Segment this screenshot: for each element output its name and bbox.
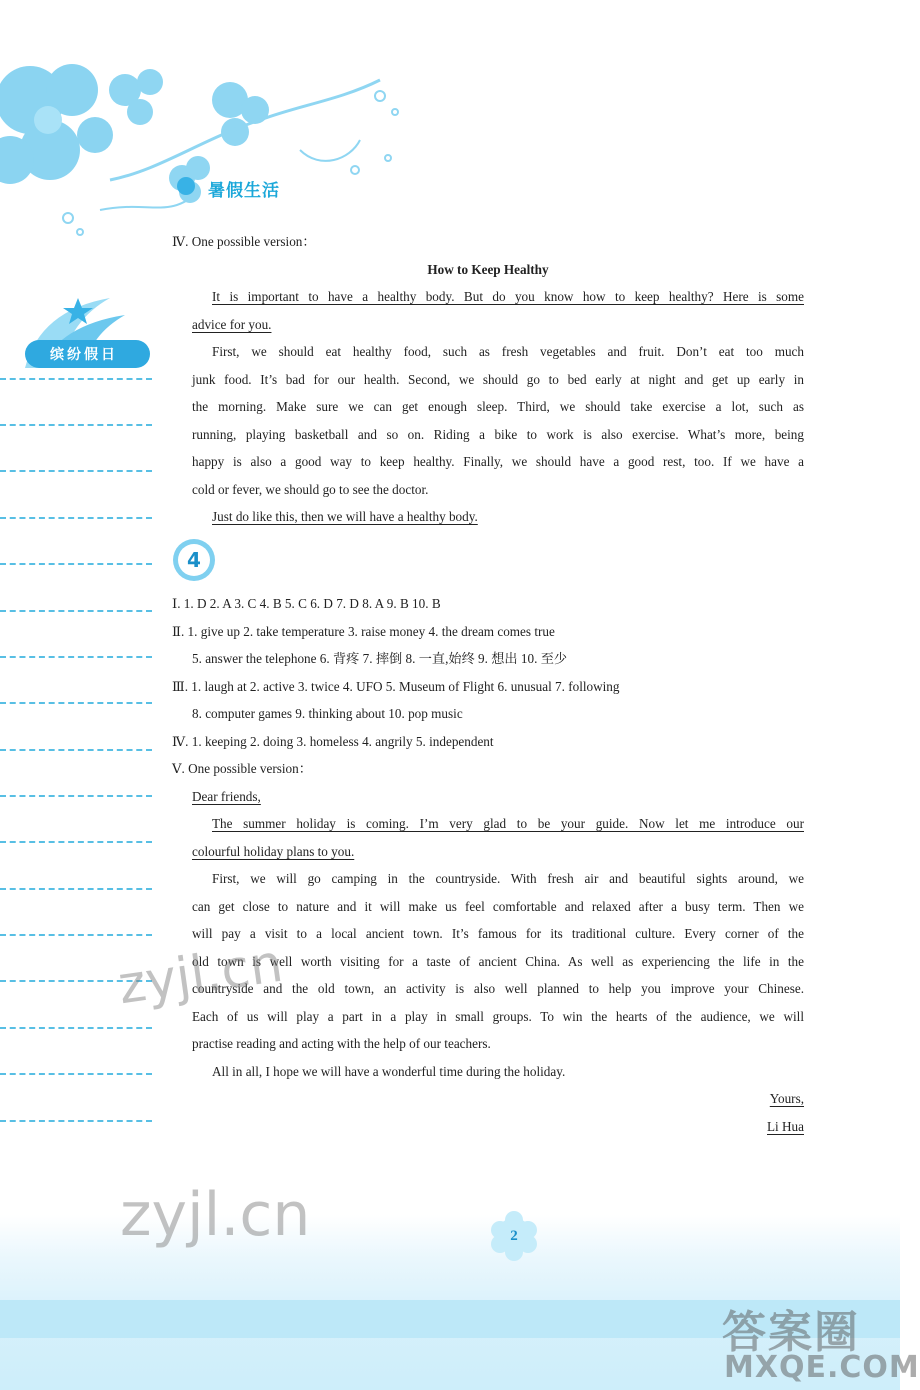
letter-line: practise reading and acting with the help of our teachers. xyxy=(192,1036,491,1051)
letter-line: The summer holiday is coming. I’m very glad to be your guide. Now let me introduce our xyxy=(212,816,804,831)
answer-line: Ⅱ. 1. give up 2. take temperature 3. raise money 4. the dream comes true xyxy=(172,623,555,639)
section-iv xyxy=(172,228,804,531)
section-label: Ⅳ. One possible version： xyxy=(172,234,316,249)
letter-line: First, we will go camping in the countryside. With fresh air and beautiful sights around, we xyxy=(212,871,804,886)
letter-line: All in all, I hope we will have a wonderful time during the holiday. xyxy=(212,1063,566,1079)
watermark-bottom: zyjl.cn xyxy=(120,1180,311,1250)
essay-line: running, playing basketball and so on. Riding a bike to work is also exercise. What’s more, being xyxy=(192,426,804,442)
note-line xyxy=(0,656,152,658)
essay-line: junk food. It’s bad for our health. Second, we should go to bed early at night and get up early in xyxy=(192,371,804,387)
letter-line: colourful holiday plans to you. xyxy=(192,843,355,859)
watermark-mid: zyjl.cn xyxy=(114,933,287,1017)
essay-line: the morning. Make sure we can get enough sleep. Third, we should take exercise a lot, such as xyxy=(192,399,804,414)
note-line xyxy=(0,795,152,797)
corner-logo-text: 答案圈 xyxy=(722,1307,860,1358)
answer-line: Ⅳ. 1. keeping 2. doing 3. homeless 4. angrily 5. independent xyxy=(172,733,494,749)
essay-line: Just do like this, then we will have a healthy body. xyxy=(212,509,478,524)
note-line xyxy=(0,749,152,751)
answer-line: Ⅲ. 1. laugh at 2. active 3. twice 4. UFO 5. Museum of Flight 6. unusual 7. following xyxy=(172,678,620,694)
letter-salutation: Dear friends, xyxy=(192,788,261,804)
note-line xyxy=(0,702,152,704)
letter-closing: Yours, xyxy=(769,1091,804,1106)
letter-line: will pay a visit to a local ancient town. It’s famous for its traditional culture. Every corner of the xyxy=(192,926,804,941)
unit-number: 4 xyxy=(187,548,201,572)
note-line xyxy=(0,1027,152,1029)
note-line xyxy=(0,934,152,936)
letter-line: old town is well worth visiting for a taste of ancient China. As well as experiencing the life in the xyxy=(192,953,804,969)
header-title: 暑假生活 xyxy=(208,181,280,201)
letter-line: countryside and the old town, an activity is also well planned to help you improve your Chinese. xyxy=(192,981,804,996)
essay-title: How to Keep Healthy xyxy=(427,261,549,277)
note-line xyxy=(0,378,152,380)
note-line xyxy=(0,610,152,612)
essay-line: cold or fever, we should go to see the doctor. xyxy=(192,481,429,497)
answer-line: 8. computer games 9. thinking about 10. pop music xyxy=(192,706,463,721)
answer-line: Ⅰ. 1. D 2. A 3. C 4. B 5. C 6. D 7. D 8. A 9. B 10. B xyxy=(172,596,441,611)
essay-line: advice for you. xyxy=(192,316,272,332)
corner-logo-url: MXQE.COM xyxy=(724,1350,920,1385)
note-line xyxy=(0,888,152,890)
note-line xyxy=(0,470,152,472)
note-line xyxy=(0,1073,152,1075)
note-line xyxy=(0,1120,152,1122)
letter-line: can get close to nature and it will make us feel comfortable and relaxed after a busy term. Then we xyxy=(192,898,804,914)
letter-line: Each of us will play a part in a play in small groups. To win the hearts of the audience, we will xyxy=(192,1008,804,1024)
note-line xyxy=(0,841,152,843)
note-line xyxy=(0,424,152,426)
note-line xyxy=(0,517,152,519)
answer-line: 5. answer the telephone 6. 背疼 7. 摔倒 8. 一直,始终 9. 想出 10. 至少 xyxy=(192,651,568,666)
side-badge-label: 缤纷假日 xyxy=(50,347,118,363)
essay-line: happy is also a good way to keep healthy. Finally, we should have a good rest, too. If we have a xyxy=(192,454,804,469)
essay-line: It is important to have a healthy body. But do you know how to keep healthy? Here is some xyxy=(212,289,804,304)
note-line xyxy=(0,563,152,565)
page-number: 2 xyxy=(510,1228,518,1244)
section-label: Ⅴ. One possible version： xyxy=(172,761,312,776)
answer-list xyxy=(172,590,804,755)
letter-signature: Li Hua xyxy=(767,1118,804,1134)
essay-line: First, we should eat healthy food, such as fresh vegetables and fruit. Don’t eat too much xyxy=(212,344,804,359)
